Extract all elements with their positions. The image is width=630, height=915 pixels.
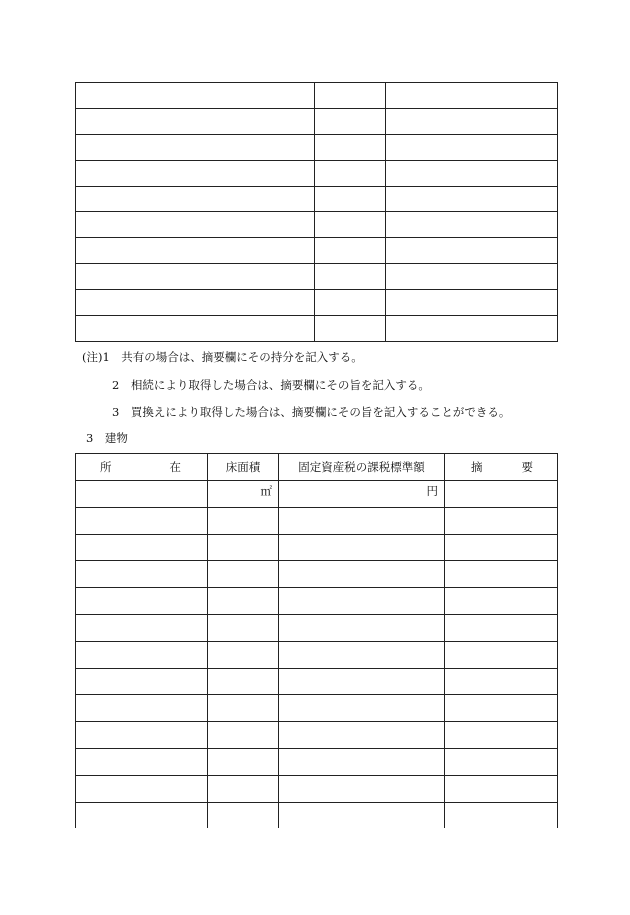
tax-value-cell[interactable] <box>279 481 445 508</box>
tax-value-cell[interactable] <box>279 641 445 668</box>
tax-value-cell[interactable] <box>279 802 445 828</box>
table-row <box>76 641 558 668</box>
remarks-cell[interactable] <box>445 588 558 615</box>
remarks-cell[interactable] <box>445 668 558 695</box>
tax-value-cell[interactable] <box>279 561 445 588</box>
floor-area-cell[interactable] <box>208 668 279 695</box>
floor-area-cell[interactable] <box>208 614 279 641</box>
land-remarks-cell[interactable] <box>386 108 558 134</box>
table-row <box>76 668 558 695</box>
table-row <box>76 290 558 316</box>
location-cell[interactable] <box>76 695 208 722</box>
floor-area-cell[interactable] <box>208 507 279 534</box>
remarks-cell[interactable] <box>445 481 558 508</box>
floor-area-cell[interactable] <box>208 641 279 668</box>
land-area-cell[interactable] <box>315 134 386 160</box>
floor-area-cell[interactable] <box>208 695 279 722</box>
table-row <box>76 695 558 722</box>
remarks-cell[interactable] <box>445 775 558 802</box>
table-row <box>76 238 558 264</box>
remarks-cell[interactable] <box>445 507 558 534</box>
land-remarks-cell[interactable] <box>386 83 558 109</box>
note-3: 3 買換えにより取得した場合は、摘要欄にその旨を記入することができる。 <box>112 405 511 419</box>
land-location-cell[interactable] <box>76 134 315 160</box>
header-remarks-right: 要 <box>521 460 533 474</box>
table-row <box>76 264 558 290</box>
tax-value-cell[interactable] <box>279 507 445 534</box>
land-area-cell[interactable] <box>315 238 386 264</box>
location-cell[interactable] <box>76 481 208 508</box>
table-row <box>76 722 558 749</box>
land-remarks-cell[interactable] <box>386 160 558 186</box>
location-cell[interactable] <box>76 748 208 775</box>
floor-area-cell[interactable] <box>208 748 279 775</box>
remarks-cell[interactable] <box>445 614 558 641</box>
floor-area-cell[interactable] <box>208 588 279 615</box>
header-row <box>76 454 558 481</box>
table-row <box>76 212 558 238</box>
tax-value-cell[interactable] <box>279 775 445 802</box>
remarks-cell[interactable] <box>445 561 558 588</box>
table-row <box>76 481 558 508</box>
note-2: 2 相続により取得した場合は、摘要欄にその旨を記入する。 <box>112 377 430 392</box>
notes <box>82 344 510 427</box>
land-location-cell[interactable] <box>76 290 315 316</box>
land-remarks-cell[interactable] <box>386 316 558 342</box>
location-cell[interactable] <box>76 507 208 534</box>
table-row <box>76 316 558 342</box>
tax-value-cell[interactable] <box>279 668 445 695</box>
tax-value-cell[interactable] <box>279 695 445 722</box>
tax-value-cell[interactable] <box>279 588 445 615</box>
land-location-cell[interactable] <box>76 186 315 212</box>
table-row <box>76 588 558 615</box>
land-location-cell[interactable] <box>76 316 315 342</box>
land-remarks-cell[interactable] <box>386 238 558 264</box>
table-row <box>76 186 558 212</box>
location-cell[interactable] <box>76 802 208 828</box>
land-area-cell[interactable] <box>315 212 386 238</box>
building-table <box>75 453 558 828</box>
land-remarks-cell[interactable] <box>386 212 558 238</box>
floor-area-cell[interactable] <box>208 534 279 561</box>
land-location-cell[interactable] <box>76 108 315 134</box>
tax-value-cell[interactable] <box>279 534 445 561</box>
floor-area-cell[interactable] <box>208 722 279 749</box>
remarks-cell[interactable] <box>445 722 558 749</box>
location-cell[interactable] <box>76 668 208 695</box>
floor-area-cell[interactable] <box>208 775 279 802</box>
table-row <box>76 748 558 775</box>
header-location <box>76 454 208 481</box>
floor-area-cell[interactable] <box>208 561 279 588</box>
land-area-cell[interactable] <box>315 290 386 316</box>
land-area-cell[interactable] <box>315 83 386 109</box>
land-location-cell[interactable] <box>76 160 315 186</box>
land-area-cell[interactable] <box>315 264 386 290</box>
land-location-cell[interactable] <box>76 212 315 238</box>
table-row <box>76 614 558 641</box>
location-cell[interactable] <box>76 614 208 641</box>
land-table <box>75 82 558 342</box>
floor-area-cell[interactable] <box>208 481 279 508</box>
header-tax-value: 固定資産税の課税標準額 <box>279 454 445 481</box>
section-title: 3 建物 <box>86 431 128 445</box>
land-area-cell[interactable] <box>315 316 386 342</box>
note-1: (注)1 共有の場合は、摘要欄にその持分を記入する。 <box>82 350 363 364</box>
remarks-cell[interactable] <box>445 802 558 828</box>
table-row <box>76 134 558 160</box>
table-row <box>76 561 558 588</box>
remarks-cell[interactable] <box>445 695 558 722</box>
land-location-cell[interactable] <box>76 264 315 290</box>
header-remarks <box>445 454 558 481</box>
tax-value-cell[interactable] <box>279 614 445 641</box>
land-remarks-cell[interactable] <box>386 186 558 212</box>
floor-area-unit: ㎡ <box>260 484 272 498</box>
tax-value-unit: 円 <box>426 484 438 498</box>
tax-value-cell[interactable] <box>279 722 445 749</box>
table-row <box>76 802 558 828</box>
table-row <box>76 507 558 534</box>
land-remarks-cell[interactable] <box>386 264 558 290</box>
header-location-right: 在 <box>169 460 181 474</box>
table-row <box>76 83 558 109</box>
remarks-cell[interactable] <box>445 534 558 561</box>
floor-area-cell[interactable] <box>208 802 279 828</box>
location-cell[interactable] <box>76 722 208 749</box>
land-location-cell[interactable] <box>76 83 315 109</box>
location-cell[interactable] <box>76 775 208 802</box>
table-row <box>76 160 558 186</box>
table-row <box>76 775 558 802</box>
table-row <box>76 534 558 561</box>
land-area-cell[interactable] <box>315 160 386 186</box>
location-cell[interactable] <box>76 588 208 615</box>
table-row <box>76 108 558 134</box>
header-remarks-left: 摘 <box>471 460 483 474</box>
remarks-cell[interactable] <box>445 748 558 775</box>
location-cell[interactable] <box>76 534 208 561</box>
land-remarks-cell[interactable] <box>386 290 558 316</box>
land-area-cell[interactable] <box>315 186 386 212</box>
land-area-cell[interactable] <box>315 108 386 134</box>
location-cell[interactable] <box>76 641 208 668</box>
land-remarks-cell[interactable] <box>386 134 558 160</box>
remarks-cell[interactable] <box>445 641 558 668</box>
header-location-left: 所 <box>100 460 112 474</box>
tax-value-cell[interactable] <box>279 748 445 775</box>
location-cell[interactable] <box>76 561 208 588</box>
header-floor-area: 床面積 <box>208 454 279 481</box>
land-location-cell[interactable] <box>76 238 315 264</box>
